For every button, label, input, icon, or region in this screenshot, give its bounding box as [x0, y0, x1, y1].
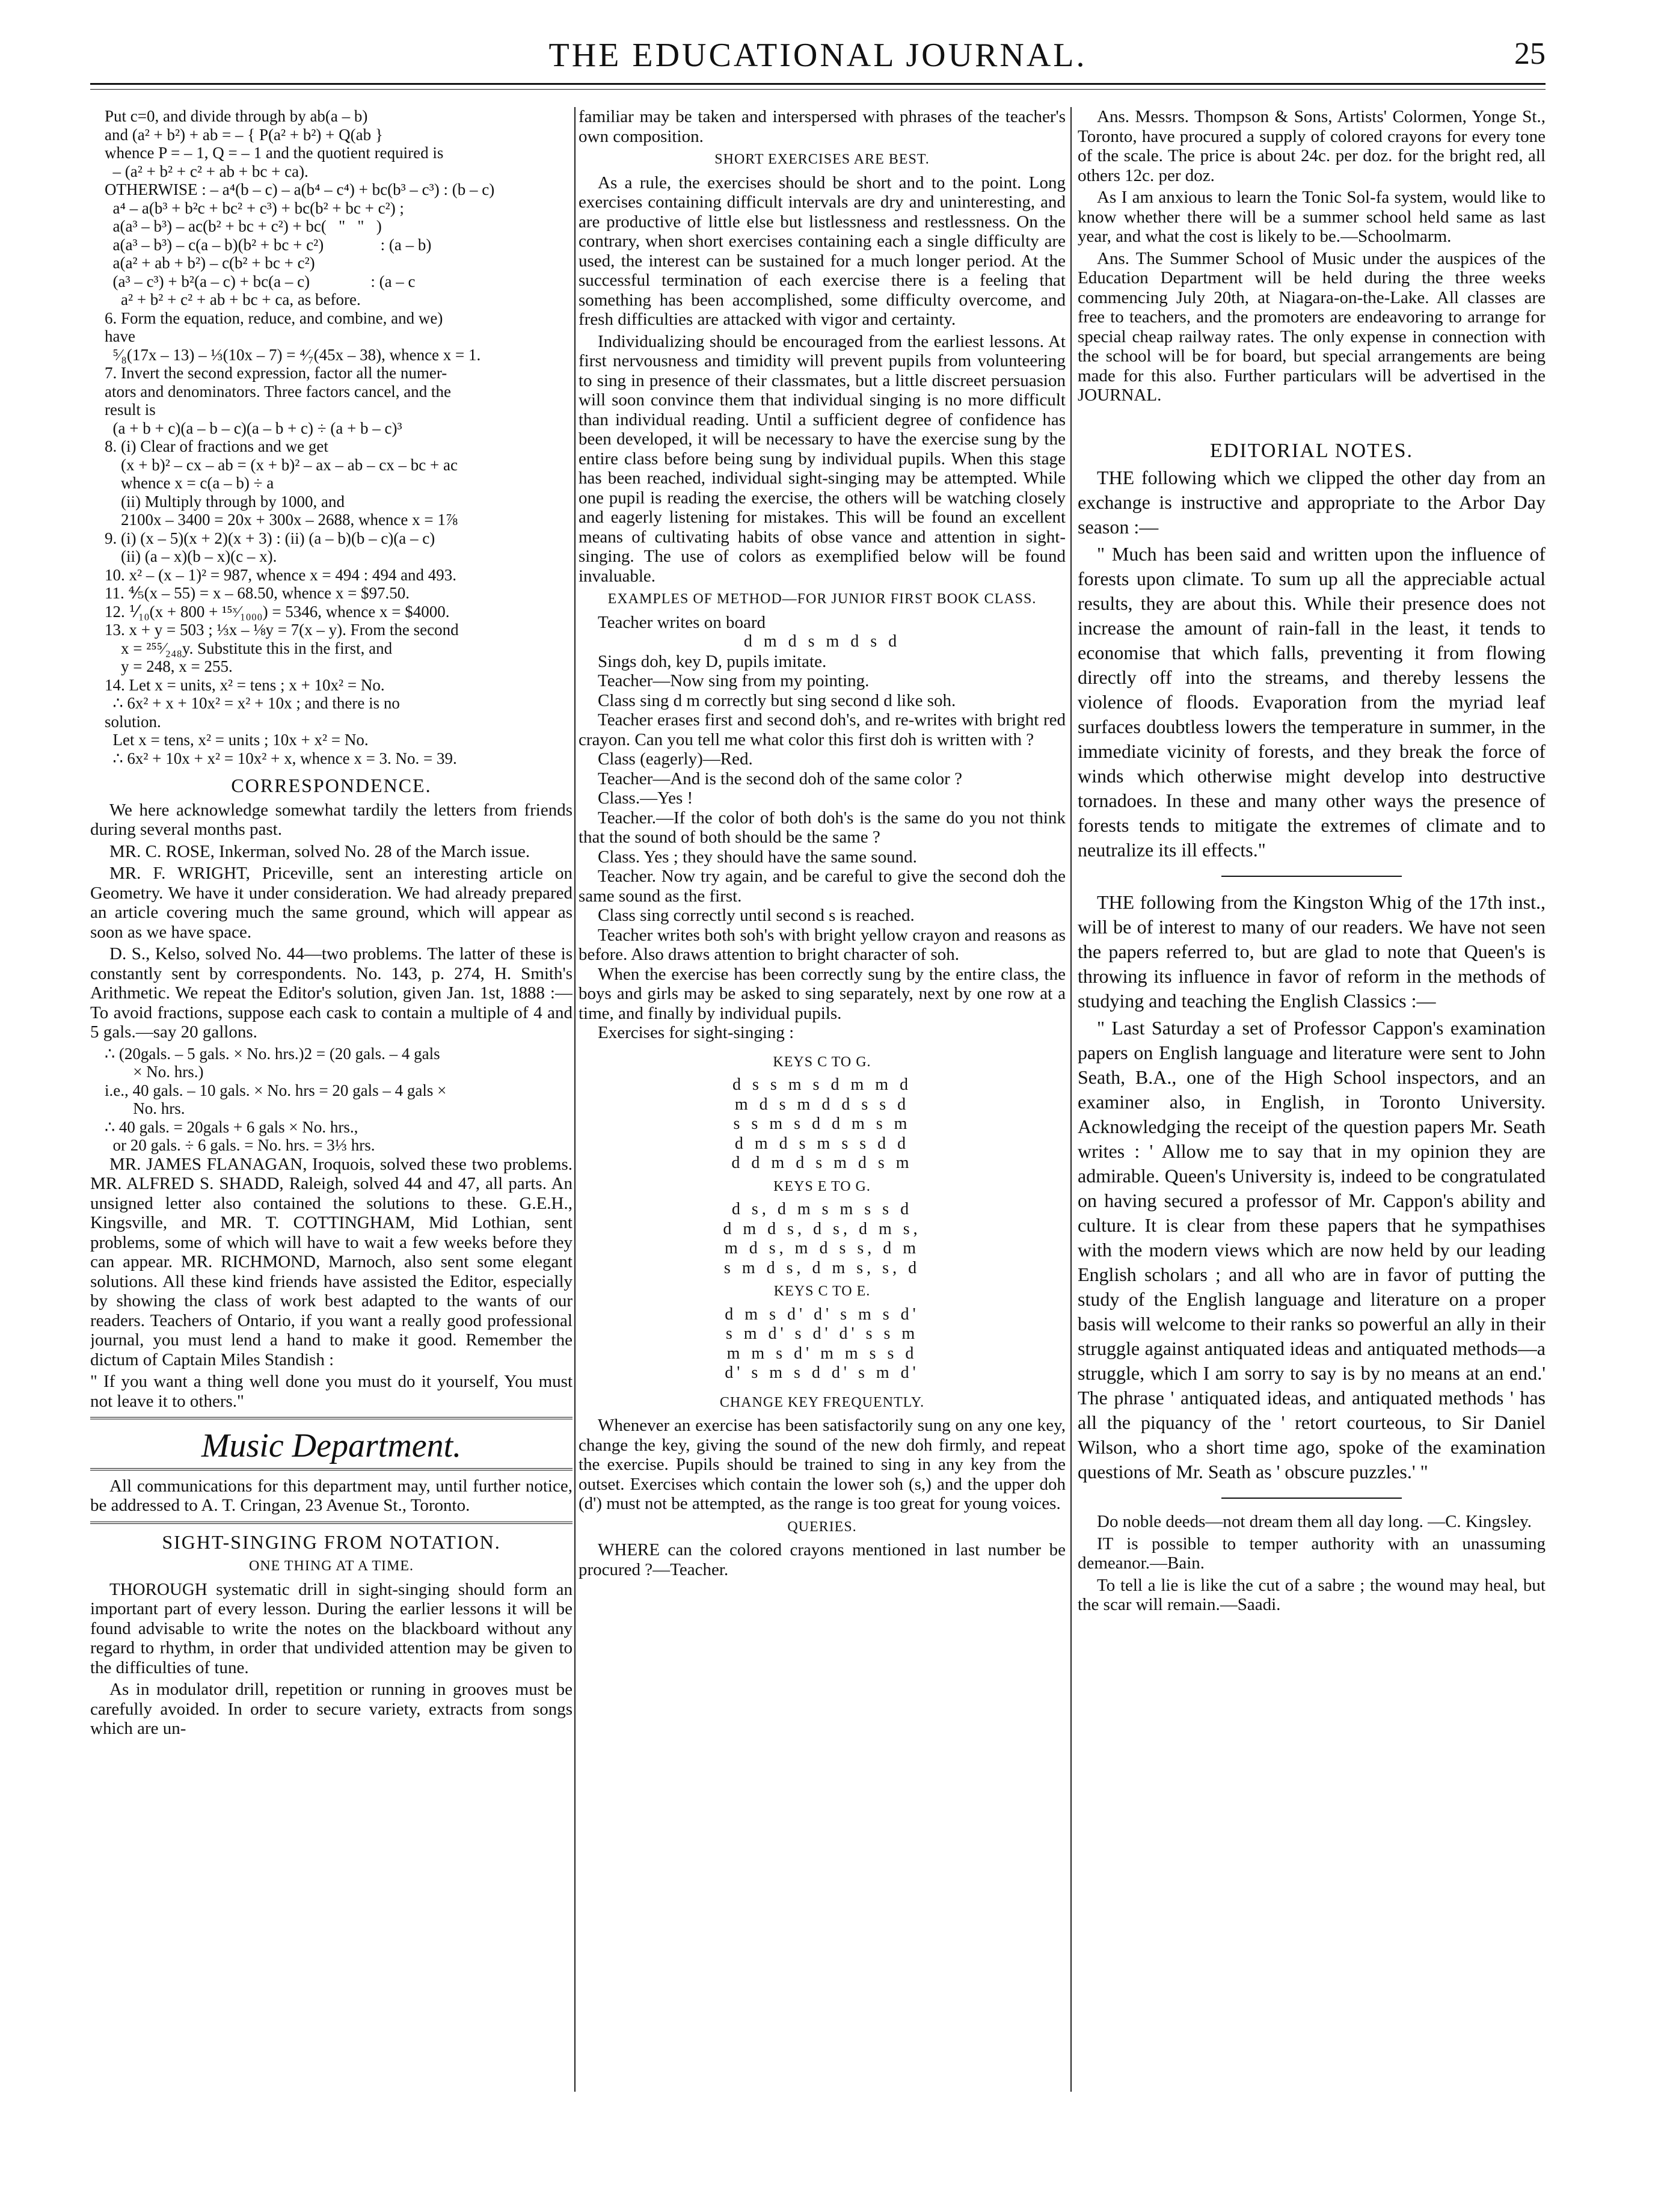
key-label: KEYS C TO E. [773, 1283, 871, 1299]
dialogue-line: Sings doh, key D, pupils imitate. [598, 651, 827, 671]
dialogue-line: Class (eagerly)—Red. [598, 749, 753, 769]
math-line: or 20 gals. ÷ 6 gals. = No. hrs. = 3⅓ hrs. [105, 1136, 375, 1154]
dialogue-line: Teacher—Now sing from my pointing. [598, 671, 870, 690]
paragraph: MR. F. WRIGHT, Priceville, sent an interesting article on Geometry. We have it under consideration. We had already prepared an article covering much the same ground, which will appear as soon as we have space. [90, 864, 573, 942]
paragraph: MR. JAMES FLANAGAN, Iroquois, solved these two problems. MR. ALFRED S. SHADD, Raleigh, solved 44 and 47, all parts. An unsigned letter also contained the solutions to these. G.E.H., Kingsville, and MR. T. COTTINGHAM, Mid Lothian, sent problems, some of which will have to wait a few weeks before they can appear. MR. RICHMOND, Marnoch, also sent some elegant solutions. All these kind friends have assisted the Editor, especially by showing the class of work best adapted to the wants of our readers. Teachers of Ontario, if you want a really good professional journal, you must lend a hand to make it good. Remember the dictum of Captain Miles Standish : [90, 1154, 573, 1369]
subheading: EXAMPLES OF METHOD—FOR JUNIOR FIRST BOOK CLASS. [607, 591, 1037, 607]
math-line: ∴ (20gals. – 5 gals. × No. hrs.)2 = (20 gals. – 4 gals [105, 1044, 440, 1063]
paragraph: WHERE can the colored crayons mentioned in last number be procured ?—Teacher. [579, 1540, 1066, 1579]
math-line: a(a³ – b³) – ac(b² + bc + c²) + bc( " " ) [105, 217, 382, 235]
paragraph: THE following from the Kingston Whig of the 17th inst., will be of interest to many of our readers. We have not seen the papers referred to, but are glad to note that Queen's is throwing its influence in favor of reform in the methods of studying and teaching the English Classics :— [1078, 891, 1546, 1012]
dialogue-line: Teacher.—If the color of both doh's is the same do you not think that the sound of both should be the same ? [579, 808, 1066, 847]
dialogue-line: Class.—Yes ! [598, 788, 693, 808]
dialogue-line: Class. Yes ; they should have the same sound. [598, 847, 917, 867]
paragraph: " Last Saturday a set of Professor Cappon's examination papers on English language and literature were sent to John Seath, B.A., one of the High School inspectors, and an examiner also, in English, in Toronto University. Acknowledging the receipt of the question papers Mr. Seath writes : ' Allow me to say that in my opinion they are admirable. Queen's University is, indeed to be congratulated on having secured a professor of Mr. Cappon's ability and culture. It is clear from these papers that he sympathises with the modern views which are now held by our leading English scholars ; and all who are in favor of putting the study of the English language and literature on a proper basis will welcome to their ranks so powerful an ally in their struggle against antiquated ideas and antiquated methods—a struggle, which I am sorry to say is by no means at an end.' The phrase ' antiquated ideas, and antiquated methods ' has all the piquancy of the ' retort courteous, to Sir Daniel Wilson, who a short time ago, spoke of the examination questions of Mr. Seath as ' obscure puzzles.' " [1078, 1017, 1546, 1482]
section-heading-sight-singing: SIGHT-SINGING FROM NOTATION. [162, 1531, 501, 1553]
paragraph: familiar may be taken and interspersed with phrases of the teacher's own composition. [579, 107, 1066, 146]
exercise-line: d m d s m s s d d [734, 1134, 910, 1153]
key-label: KEYS E TO G. [773, 1178, 871, 1194]
subheading: ONE THING AT A TIME. [248, 1558, 414, 1574]
exercise-line: d m d s, d s, d m s, [723, 1219, 921, 1238]
dialogue-line: Teacher—And is the second doh of the same color ? [598, 769, 962, 788]
math-line: ∴ 6x² + 10x + x² = 10x² + x, whence x = 3. No. = 39. [105, 749, 457, 767]
paragraph: Ans. Messrs. Thompson & Sons, Artists' Colormen, Yonge St., Toronto, have procured a supply of colored crayons for every tone of the scale. The price is about 24c. per doz. for the bright red, all others 12c. per doz. [1078, 107, 1546, 185]
paragraph: " Much has been said and written upon the influence of forests upon climate. To sum up all the appreciable actual results, they are about this. While their presence does not increase the amount of rain-fall in the least, it tends to economise that which falls, preventing it from flowing directly off into the streams, and thereby lessens the violence of floods. Evaporation from the myriad leaf surfaces doubtless lowers the temperature in summer, in the immediate vicinity of forests, and they break the force of winds which otherwise might develop into destructive tornadoes. In these and many other ways the presence of forests tends to mitigate the extremes of climate and to neutralize its ill effects." [1078, 543, 1546, 861]
paragraph: All communications for this department may, until further notice, be addressed to A. T. Cringan, 23 Avenue St., Toronto. [90, 1476, 573, 1515]
paragraph: As in modulator drill, repetition or running in grooves must be carefully avoided. In order to secure variety, extracts from songs which are un- [90, 1680, 573, 1738]
math-line: and (a² + b²) + ab = – { P(a² + b²) + Q(ab } [105, 125, 383, 144]
exercise-line: d s s m s d m m d [732, 1075, 912, 1094]
dialogue-line: Teacher. Now try again, and be careful to give the second doh the same sound as the first. [579, 867, 1066, 906]
math-line: 6. Form the equation, reduce, and combine, and we) [105, 309, 443, 327]
math-line: (a³ – c³) + b²(a – c) + bc(a – c) : (a – c [105, 272, 416, 290]
exercise-line: d s, d m s m s s d [731, 1200, 913, 1218]
dialogue-line: Class sing d m correctly but sing second d like soh. [598, 690, 956, 710]
math-line: ∴ 6x² + x + 10x² = x² + 10x ; and there is no [105, 694, 400, 712]
separator-rule [1221, 876, 1402, 877]
math-line: Put c=0, and divide through by ab(a – b) [105, 107, 368, 125]
paragraph: As a rule, the exercises should be short and to the point. Long exercises containing difficult intervals are dry and uninteresting, and are productive of little else but listlessness and restlessness. On the contrary, when short exercises containing each a single difficulty are used, the interest can be sustained for a much longer period. At the successful termination of each exercise there is a feeling that something has been accomplished, some difficulty overcome, and fresh difficulties are attacked with vigor and certainty. [579, 173, 1066, 329]
exercise-line: s m d s, d m s, s, d [723, 1258, 921, 1277]
math-line: y = 248, x = 255. [105, 657, 233, 675]
page-number: 25 [1514, 37, 1546, 71]
dialogue-line: Exercises for sight-singing : [598, 1023, 794, 1042]
subheading: SHORT EXERCISES ARE BEST. [714, 152, 930, 167]
column-middle [579, 107, 1066, 2092]
paragraph: Individualizing should be encouraged from the earliest lessons. At first nervousness and timidity will prevent pupils from volunteering to sing in presence of their classmates, but a little discreet persuasion will soon convince them that individual singing is no more difficult than individual reading. Until a sufficient degree of confidence has been developed, it will be necessary to have the exercise sung by the entire class before being sung by individual pupils. When this stage has been reached, individual sight-singing may be attempted. While one pupil is reading the exercise, the others will be watching closely and eagerly listening for mistakes. This will be found an excellent means of cultivating habits of obse vance and attention in sight-singing. The use of colors as exemplified below will be found invaluable. [579, 331, 1066, 586]
math-line: (x + b)² – cx – ab = (x + b)² – ax – ab – cx – bc + ac [105, 455, 458, 474]
dialogue-line: Teacher writes both soh's with bright yellow crayon and reasons as before. Also draws attention to bright character of soh. [579, 925, 1066, 964]
math-line: 11. ⅘(x – 55) = x – 68.50, whence x = $97.50. [105, 584, 410, 602]
music-department-title: Music Department. [201, 1427, 462, 1464]
paragraph: THE following which we clipped the other day from an exchange is instructive and appropriate to the Arbor Day season :— [1078, 467, 1546, 538]
math-line: whence x = c(a – b) ÷ a [105, 474, 274, 492]
board-notes: d m d s m d s d [743, 632, 901, 651]
math-line: a(a² + ab + b²) – c(b² + bc + c²) [105, 254, 315, 272]
math-line: (ii) (a – x)(b – x)(c – x). [105, 547, 277, 565]
dialogue-line: Teacher writes on board [598, 612, 766, 632]
math-line: 2100x – 3400 = 20x + 300x – 2688, whence x = 1⅞ [105, 511, 458, 529]
math-line: (a + b + c)(a – b – c)(a – b + c) ÷ (a + b – c)³ [105, 419, 402, 437]
math-line: ∴ 40 gals. = 20gals + 6 gals × No. hrs., [105, 1117, 358, 1136]
math-line: ators and denominators. Three factors cancel, and the [105, 382, 452, 401]
math-line: solution. [105, 712, 161, 731]
paragraph: Ans. The Summer School of Music under the auspices of the Education Department will be held during the three weeks commencing July 20th, at Niagara-on-the-Lake. All classes are free to teachers, and the promoters are endeavoring to arrange for special cheap railway rates. The only expense in connection with the school will be for board, but special arrangements are being made for this also. Further particulars will be advertised in the JOURNAL. [1078, 248, 1546, 405]
section-heading-editorial: EDITORIAL NOTES. [1210, 439, 1413, 462]
math-line: result is [105, 401, 156, 419]
quote: IT is possible to temper authority with an unassuming demeanor.—Bain. [1078, 1534, 1546, 1573]
section-rule [90, 1468, 573, 1470]
section-heading-correspondence: CORRESPONDENCE. [231, 775, 432, 796]
math-line: ⁵⁄₈(17x – 13) – ⅓(10x – 7) = ⁴⁄₇(45x – 38), whence x = 1. [105, 345, 481, 364]
paragraph: We here acknowledge somewhat tardily the letters from friends during several months past. [90, 800, 573, 839]
exercise-line: d d m d s m d s m [731, 1154, 913, 1172]
exercise-line: d' s m s d d' s m d' [725, 1363, 919, 1382]
math-line: x = ²⁵⁵⁄₂₄₈y. Substitute this in the first, and [105, 639, 393, 657]
exercise-line: m d s, m d s s, d m [724, 1239, 920, 1258]
key-label: KEYS C TO G. [773, 1054, 871, 1070]
journal-title: THE EDUCATIONAL JOURNAL. [548, 37, 1087, 74]
math-line: – (a² + b² + c² + ab + bc + ca). [105, 162, 309, 180]
math-line: 7. Invert the second expression, factor all the numer- [105, 364, 447, 382]
math-line: a⁴ – a(b³ + b²c + bc² + c³) + bc(b² + bc + c²) ; [105, 198, 404, 217]
subheading: CHANGE KEY FREQUENTLY. [719, 1394, 925, 1410]
paragraph: As I am anxious to learn the Tonic Sol-fa system, would like to know whether there will be a summer school held same as last year, and what the cost is likely to be.—Schoolmarm. [1078, 188, 1546, 246]
header-rule-thin [90, 89, 1546, 90]
math-line: i.e., 40 gals. – 10 gals. × No. hrs = 20 gals – 4 gals × [105, 1081, 447, 1099]
exercise-line: s s m s d d m s m [733, 1114, 911, 1133]
column-left [90, 107, 573, 2092]
exercise-line: d m s d' d' s m s d' [725, 1304, 919, 1324]
paragraph: D. S., Kelso, solved No. 44—two problems. The latter of these is constantly sent by correspondents. No. 143, p. 274, H. Smith's Arithmetic. We repeat the Editor's solution, given Jan. 1st, 1888 :—To avoid fractions, suppose each cask to contain a multiple of 4 and 5 gals.—say 20 gallons. [90, 944, 573, 1042]
dialogue-line: Teacher erases first and second doh's, and re-writes with bright red crayon. Can you tell me what color this first doh is written with ? [579, 710, 1066, 749]
column-divider [1070, 107, 1072, 2092]
dialogue-line: When the exercise has been correctly sung by the entire class, the boys and girls may be asked to sing separately, next by one row at a time, and finally by individual pupils. [579, 964, 1066, 1023]
exercise-line: m d s m d d s s d [734, 1095, 910, 1114]
math-solutions [90, 107, 573, 767]
paragraph: THOROUGH systematic drill in sight-singing should form an important part of every lesson. During the earlier lessons it will be found advisable to write the notes on the blackboard without any regard to rhythm, in order that undivided attention may be given to the difficulties of tune. [90, 1579, 573, 1677]
math-line: have [105, 327, 135, 345]
quote: " If you want a thing well done you must do it yourself, You must not leave it to others." [90, 1372, 573, 1411]
math-line: 12. ⅟₁₀(x + 800 + ¹⁵ˣ⁄₁₀₀₀) = 5346, whence x = $4000. [105, 602, 450, 621]
math-line: a² + b² + c² + ab + bc + ca, as before. [105, 290, 361, 309]
quote: To tell a lie is like the cut of a sabre ; the wound may heal, but the scar will remain.—Saadi. [1078, 1575, 1546, 1614]
exercise-line: m m s d' m m s s d [726, 1344, 918, 1363]
math-line: a(a³ – b³) – c(a – b)(b² + bc + c²) : (a – b) [105, 235, 432, 254]
math-line: Let x = tens, x² = units ; 10x + x² = No. [105, 731, 369, 749]
math-line: × No. hrs.) [105, 1063, 204, 1081]
column-right [1078, 107, 1546, 2092]
math-line: 9. (i) (x – 5)(x + 2)(x + 3) : (ii) (a – b)(b – c)(a – c) [105, 529, 435, 547]
math-line: 10. x² – (x – 1)² = 987, whence x = 494 : 494 and 493. [105, 565, 457, 584]
quote: Do noble deeds—not dream them all day long. —C. Kingsley. [1097, 1512, 1532, 1531]
dialogue-line: Class sing correctly until second s is reached. [598, 906, 915, 925]
section-rule [90, 1522, 573, 1524]
math-line: OTHERWISE : – a⁴(b – c) – a(b⁴ – c⁴) + bc(b³ – c³) : (b – c) [105, 180, 495, 198]
math-line: (ii) Multiply through by 1000, and [105, 492, 345, 511]
math-line: whence P = – 1, Q = – 1 and the quotient required is [105, 144, 444, 162]
separator-rule [1221, 1498, 1402, 1499]
math-line: 14. Let x = units, x² = tens ; x + 10x² = No. [105, 675, 385, 694]
header-rule [90, 83, 1546, 85]
math-line: 8. (i) Clear of fractions and we get [105, 437, 328, 455]
paragraph: Whenever an exercise has been satisfactorily sung on any one key, change the key, giving the sound of the new doh firmly, and repeat the exercise. Pupils should be trained to sing in any key from the outset. Exercises which contain the lower soh (s,) and the upper doh (d') must not be attempted, as the range is too great for young voices. [579, 1416, 1066, 1513]
subheading: QUERIES. [787, 1519, 857, 1535]
section-rule [90, 1417, 573, 1419]
math-line: 13. x + y = 503 ; ⅓x – ⅛y = 7(x – y). From the second [105, 621, 459, 639]
page-header [90, 36, 1546, 78]
paragraph: MR. C. ROSE, Inkerman, solved No. 28 of the March issue. [109, 841, 530, 861]
math-line: No. hrs. [105, 1099, 185, 1117]
exercise-line: s m d' s d' d' s s m [725, 1324, 919, 1343]
column-divider [574, 107, 576, 2092]
